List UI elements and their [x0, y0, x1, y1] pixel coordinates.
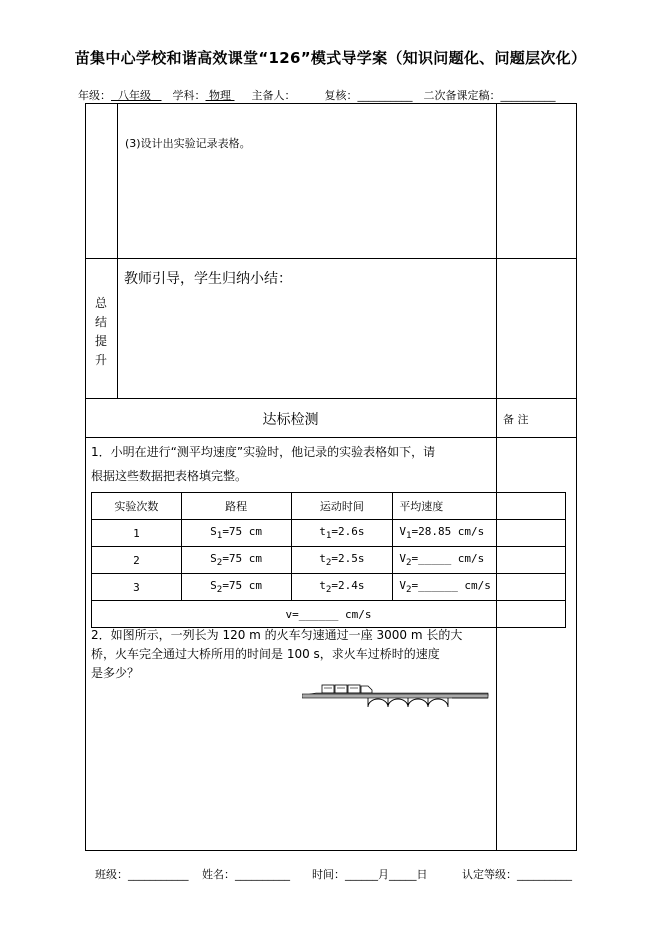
distance-cell: $S_2=75$ cm	[181, 574, 291, 601]
train-icon	[322, 685, 372, 693]
question-2-line-3: 是多少？	[91, 666, 140, 680]
distance-cell: $S_1=75$ cm	[181, 520, 291, 547]
speed-cell[interactable]: $V_2=\_\_\_\_\_\_$ cm/s	[393, 574, 566, 601]
month-blank[interactable]: ______	[345, 868, 378, 881]
grade-label: 年级：	[78, 89, 111, 102]
header-trial: 实验次数	[92, 493, 182, 520]
subject-value: 物理	[209, 89, 231, 102]
footer-time: 时间：______月_____日	[312, 868, 428, 881]
preparer-label: 主备人：	[251, 89, 296, 102]
grade-value: 八年级	[118, 89, 151, 102]
summary-content: 教师引导，学生归纳小结：	[124, 271, 292, 287]
speed-cell[interactable]: $V_2=\_\_\_\_\_$ cm/s	[393, 547, 566, 574]
day-blank[interactable]: _____	[389, 868, 417, 881]
page-title: 苗集中心学校和谐高效课堂“126”模式导学案（知识问题化、问题层次化）	[74, 49, 587, 67]
row-divider-1	[85, 258, 577, 259]
distance-cell: $S_2=75$ cm	[181, 547, 291, 574]
average-speed-cell[interactable]: v=______ cm/s	[92, 601, 566, 628]
left-column-divider	[117, 103, 118, 399]
second-prep-blank[interactable]: __________	[500, 89, 556, 102]
table-header-row	[92, 493, 566, 520]
notes-heading: 备 注	[503, 413, 529, 426]
name-blank[interactable]: __________	[235, 868, 290, 881]
bridge-icon	[302, 693, 488, 707]
row-divider-2	[85, 398, 577, 399]
table-row	[92, 547, 566, 574]
meta-line	[78, 87, 556, 103]
time-cell: $t_2=2.4s$	[291, 574, 393, 601]
table-row	[92, 520, 566, 547]
trial-number: 3	[92, 574, 182, 601]
train-bridge-illustration	[302, 680, 492, 710]
reviewer-label: 复核：	[324, 89, 358, 102]
header-avg-speed: 平均速度	[393, 493, 566, 520]
time-cell: $t_1=2.6s$	[291, 520, 393, 547]
table-row	[92, 574, 566, 601]
record-table	[91, 492, 566, 628]
test-heading: 达标检测	[262, 412, 319, 428]
footer-name: 姓名：__________	[202, 868, 290, 881]
reviewer-blank[interactable]: __________	[357, 89, 413, 102]
time-cell: $t_2=2.5s$	[291, 547, 393, 574]
grade-level-blank[interactable]: __________	[517, 868, 572, 881]
speed-cell: $V_1=28.85$ cm/s	[393, 520, 566, 547]
notes-column-divider	[496, 103, 497, 851]
footer-class: 班级：___________	[95, 868, 189, 881]
second-prep-label: 二次备课定稿：	[423, 89, 501, 102]
subject-label: 学科：	[172, 89, 206, 102]
question-1-line-2: 根据这些数据把表格填完整。	[91, 469, 248, 483]
class-blank[interactable]: ___________	[128, 868, 189, 881]
question-2-line-1: 2．如图所示，一列长为 120 m 的火车匀速通过一座 3000 m 长的大	[91, 628, 463, 642]
header-distance: 路程	[181, 493, 291, 520]
trial-number: 2	[92, 547, 182, 574]
trial-number: 1	[92, 520, 182, 547]
row-divider-3	[85, 437, 577, 438]
header-time: 运动时间	[291, 493, 393, 520]
footer-grade-level: 认定等级：__________	[462, 868, 572, 881]
summary-side-label: 总 结 提 升	[94, 296, 107, 367]
design-item-3: (3)设计出实验记录表格。	[125, 137, 251, 150]
question-2-line-2: 桥，火车完全通过大桥所用的时间是 100 s，求火车过桥时的速度	[91, 647, 440, 661]
question-1-line-1: 1．小明在进行“测平均速度”实验时，他记录的实验表格如下，请	[91, 445, 436, 459]
